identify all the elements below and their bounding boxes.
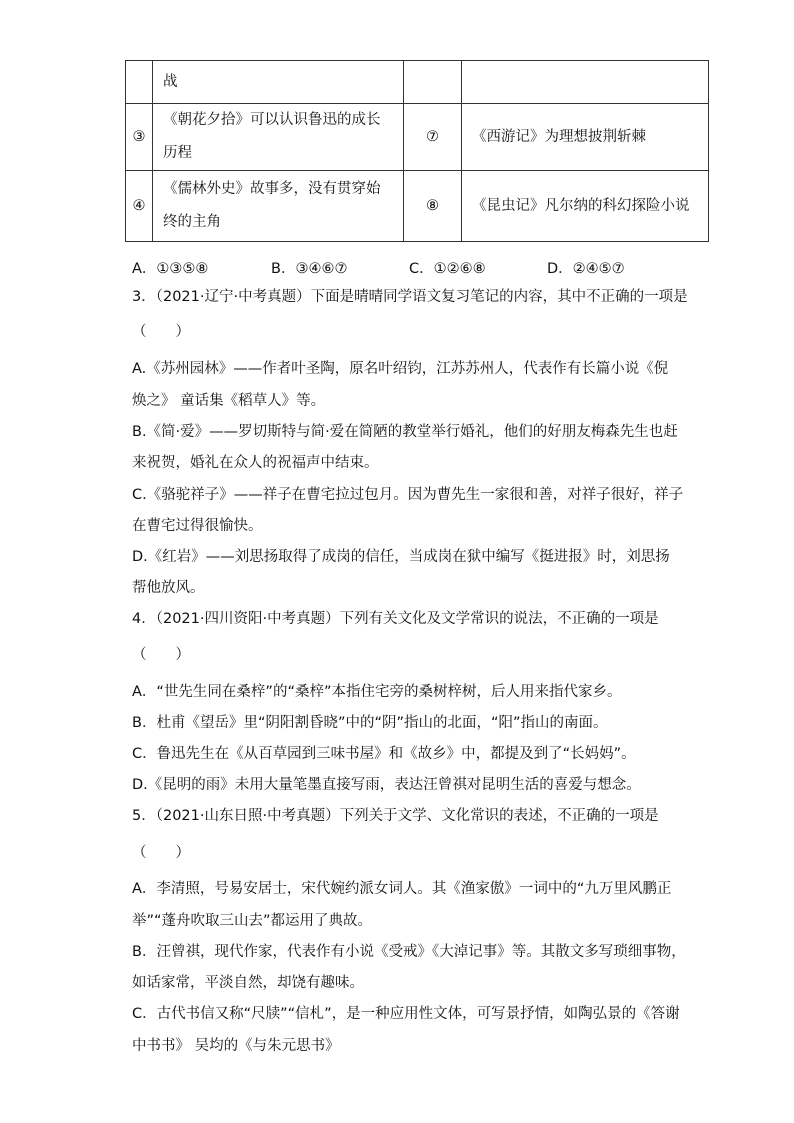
option-text: 《西游记》为理想披荆斩棘 <box>462 104 709 171</box>
answer-choice-b: B．③④⑥⑦ <box>271 261 348 277</box>
option-number: ③ <box>126 104 153 171</box>
option-line: 来祝贺，婚礼在众人的祝福声中结束。 <box>132 455 379 471</box>
answer-bracket: （ ） <box>132 647 190 663</box>
option-line: C．古代书信又称“尺牍”“信札”，是一种应用性文体，可写景抒情，如陶弘景的《答谢 <box>132 1006 680 1022</box>
option-line: A．“世先生同在桑梓”的“桑梓”本指住宅旁的桑树梓树，后人用来指代家乡。 <box>132 684 622 700</box>
option-line: 焕之》 童话集《稻草人》等。 <box>132 393 326 409</box>
answer-choice-d: D．②④⑤⑦ <box>547 261 625 277</box>
option-number <box>126 61 153 104</box>
option-line: B．杜甫《望岳》里“阴阳割昏晓”中的“阴”指山的北面，“阳”指山的南面。 <box>132 715 608 731</box>
option-line: D.《红岩》——刘思扬取得了成岗的信任，当成岗在狱中编写《挺进报》时，刘思扬 <box>132 549 670 565</box>
option-line: A．李清照，号易安居士，宋代婉约派女词人。其《渔家傲》一词中的“九万里风鹏正 <box>132 881 672 897</box>
answer-bracket: （ ） <box>132 845 190 861</box>
option-text: 《朝花夕拾》可以认识鲁迅的成长历程 <box>153 104 404 171</box>
option-line: 帮他放风。 <box>132 580 205 596</box>
option-number: ⑦ <box>404 104 462 171</box>
table-row <box>126 104 709 171</box>
option-number: ④ <box>126 171 153 242</box>
option-line: 在曹宅过得很愉快。 <box>132 518 263 534</box>
answer-bracket: （ ） <box>132 324 190 340</box>
question-5-stem: 5．（2021·山东日照·中考真题）下列关于文学、文化常识的表述，不正确的一项是 <box>132 808 659 824</box>
options-table <box>125 60 709 242</box>
question-3-stem: 3．（2021·辽宁·中考真题）下面是晴晴同学语文复习笔记的内容，其中不正确的一项是 <box>132 289 688 305</box>
option-line: B.《简·爱》——罗切斯特与简·爱在简陋的教堂举行婚礼，他们的好朋友梅森先生也赶 <box>132 424 678 440</box>
option-number <box>404 61 462 104</box>
option-text: 《儒林外史》故事多，没有贯穿始终的主角 <box>153 171 404 242</box>
option-line: B．汪曾祺，现代作家，代表作有小说《受戒》《大淖记事》等。其散文多写琐细事物， <box>132 944 686 960</box>
question-4-stem: 4．（2021·四川资阳·中考真题）下列有关文化及文学常识的说法，不正确的一项是 <box>132 611 659 627</box>
table-row <box>126 171 709 242</box>
option-line: D.《昆明的雨》未用大量笔墨直接写雨，表达汪曾祺对昆明生活的喜爱与想念。 <box>132 777 641 793</box>
answer-choice-a: A．①③⑤⑧ <box>132 261 209 277</box>
option-line: C．鲁迅先生在《从百草园到三味书屋》和《故乡》中，都提及到了“长妈妈”。 <box>132 746 636 762</box>
option-text: 战 <box>153 61 404 104</box>
option-number: ⑧ <box>404 171 462 242</box>
option-line: 举”“蓬舟吹取三山去”都运用了典故。 <box>132 913 373 929</box>
option-text: 《昆虫记》凡尔纳的科幻探险小说 <box>462 171 709 242</box>
option-line: 中书书》 吴均的《与朱元思书》 <box>132 1038 340 1054</box>
option-text <box>462 61 709 104</box>
option-line: C.《骆驼祥子》——祥子在曹宅拉过包月。因为曹先生一家很和善，对祥子很好，祥子 <box>132 487 684 503</box>
option-line: 如话家常，平淡自然，却饶有趣味。 <box>132 975 364 991</box>
answer-choice-c: C．①②⑥⑧ <box>409 261 486 277</box>
option-line: A.《苏州园林》——作者叶圣陶，原名叶绍钧，江苏苏州人，代表作有长篇小说《倪 <box>132 361 669 377</box>
table-row <box>126 61 709 104</box>
